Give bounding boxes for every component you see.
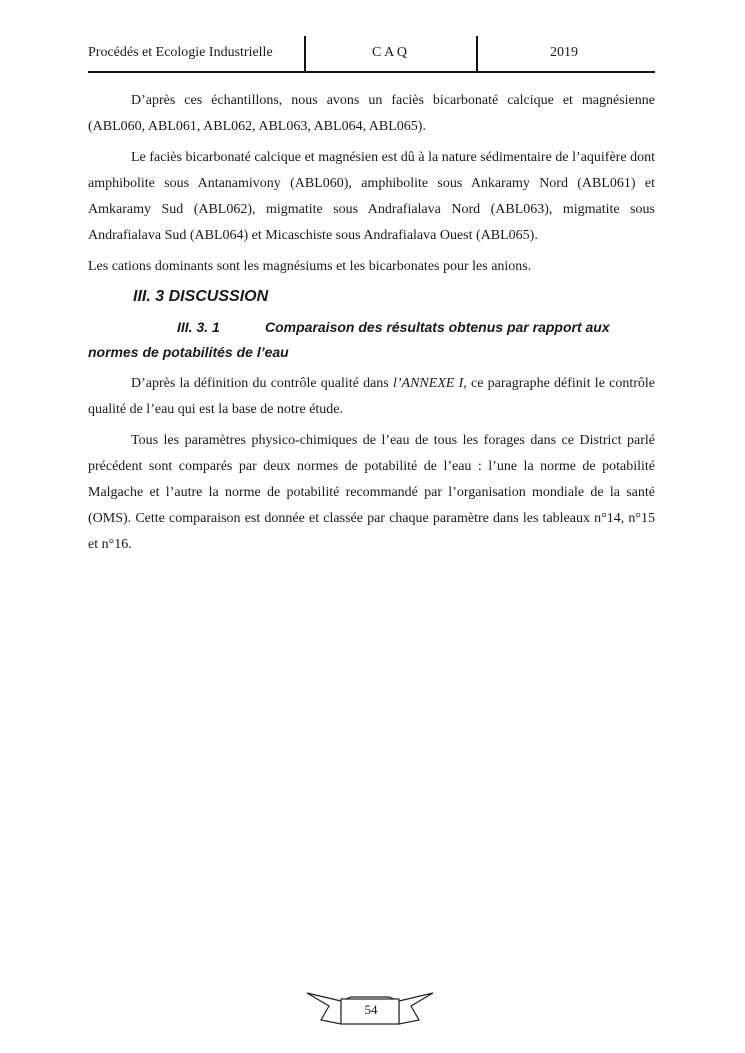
paragraph-facies-origin: Le faciès bicarbonaté calcique et magnésien est dû à la nature sédimentaire de l’aquifère dont amphibolite sous Antanamivony (ABL060), amphibolite sous Ankaramy Nord (ABL061) et Amkaramy Sud (ABL062), migmatite sous Andrafialava Nord (ABL063), migmatite sous Andrafialava Sud (ABL064) et Micaschiste sous Andrafialava Ouest (ABL065). bbox=[88, 150, 655, 243]
header-center-label: C A Q bbox=[372, 45, 408, 60]
header-course-title: Procédés et Ecologie Industrielle bbox=[88, 45, 273, 60]
page-body bbox=[88, 88, 655, 563]
subsection-title: Comparaison des résultats obtenus par rapport aux normes de potabilités de l’eau bbox=[88, 319, 610, 360]
paragraph-quality-control bbox=[88, 371, 655, 423]
paragraph-facies-summary: D’après ces échantillons, nous avons un faciès bicarbonaté calcique et magnésienne (ABL060, ABL061, ABL062, ABL063, ABL064, ABL065). bbox=[88, 93, 655, 134]
paragraph-standards-comparison: Tous les paramètres physico-chimiques de l’eau de tous les forages dans ce District parlé précédent sont comparés par deux normes de potabilité de l’eau : l’une la norme de potabilité Malgache et l’autre la norme de potabilité recommandé par l’organisation mondiale de la santé (OMS). Cette comparaison est donnée et classée par chaque paramètre dans les tableaux n°14, n°15 et n°16. bbox=[88, 433, 655, 552]
subsection-heading bbox=[88, 315, 655, 365]
section-heading-discussion: III. 3 DISCUSSION bbox=[133, 288, 269, 305]
subsection-number: III. 3. 1 bbox=[177, 319, 220, 335]
page-header bbox=[88, 36, 655, 73]
paragraph-quality-control-rest: , ce paragraphe définit le contrôle qualité de l’eau qui est la base de notre étude. bbox=[88, 376, 655, 417]
paragraph-quality-control-lead: D’après la définition du contrôle qualité dans bbox=[131, 376, 393, 391]
header-year: 2019 bbox=[550, 45, 578, 60]
page-number-ribbon bbox=[305, 990, 435, 1030]
page-number: 54 bbox=[364, 1002, 378, 1017]
header-rule bbox=[88, 71, 655, 73]
header-separator-right bbox=[476, 36, 478, 73]
header-separator-left bbox=[304, 36, 306, 73]
annex-reference: l’ANNEXE I bbox=[392, 376, 464, 391]
paragraph-dominant-ions: Les cations dominants sont les magnésiums et les bicarbonates pour les anions. bbox=[88, 259, 532, 274]
